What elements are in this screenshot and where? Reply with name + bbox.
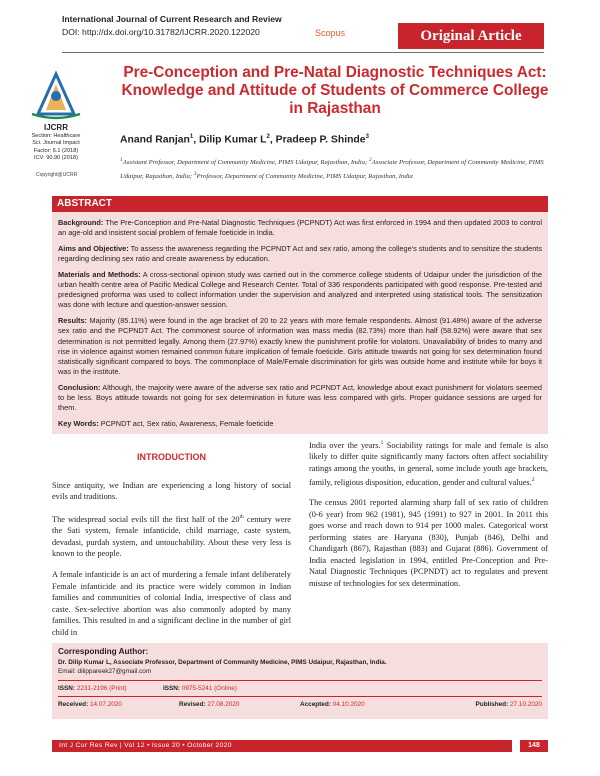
header-rule: [62, 52, 544, 53]
original-article-badge: Original Article: [398, 23, 544, 49]
impact-line-1: Sci. Journal Impact: [32, 140, 80, 147]
abstract-background: [58, 218, 542, 238]
intro-paragraph-2: [52, 512, 291, 560]
received-label: Received:: [58, 701, 90, 709]
published-value: 27.10.2020: [510, 701, 542, 709]
body-column-left: [52, 452, 291, 647]
affil-3: Professor, Department of Community Medicine, PIMS Udaipur, Rajasthan, India: [196, 172, 413, 180]
author-1: Anand Ranjan: [120, 134, 190, 146]
published-date: [421, 700, 542, 710]
icv-line: ICV: 90.90 (2018): [34, 155, 78, 162]
abstract-keywords: [58, 419, 542, 429]
corresponding-name: Dr. Dilip Kumar L, Associate Professor, Department of Community Medicine, PIMS Udaipur, Rajasthan, India.: [58, 658, 387, 666]
affil-2-ref: 2: [368, 157, 372, 163]
abstract-heading: ABSTRACT: [52, 196, 548, 212]
accepted-value: 04.10.2020: [332, 701, 365, 709]
article-title: Pre-Conception and Pre-Natal Diagnostic Techniques Act: Knowledge and Attitude of Students of Commerce College in Rajasthan: [121, 64, 549, 117]
author-3: Pradeep P. Shinde: [275, 134, 366, 146]
background-label: Background:: [58, 218, 104, 227]
accepted-date: [300, 700, 421, 710]
abstract-results: [58, 316, 542, 377]
author-separator: ,: [193, 134, 199, 146]
intro-p4-start: India over the years.: [309, 440, 381, 450]
impact-line-2: Factor: 6.1 (2018): [33, 147, 79, 154]
issn-online-value: 0975-5241 (Online): [181, 684, 237, 692]
intro-paragraph-5: The census 2001 reported alarming sharp fall of sex ratio of children (0-6 year) from 962 (1981), 945 (1991) to 927 in 2001. In 2011 this goes worse and reach down to 914 per 1000 males. Categorical worst performing states are Haryana (830), Punjab (846), Delhi and Chandigarh (867), Rajasthan (883) and Gujarat (886). Government of India enacted legislation in 1994, entitled Pre-Conception and Pre-Natal Diagnostic Techniques (PCPNDT) act to regulates and prevent misuse of technologies for sex determination.: [309, 497, 548, 589]
affil-2: Associate Professor, Department of Community Medicine, PIMS Udaipur, Rajasthan, India;: [120, 159, 544, 180]
intro-paragraph-4: [309, 438, 548, 488]
results-label: Results:: [58, 316, 87, 326]
issn-online-label: ISSN:: [163, 684, 182, 692]
corresponding-heading: Corresponding Author:: [58, 647, 149, 656]
affil-1-ref: 1: [120, 157, 123, 163]
affil-1: Assistant Professor, Department of Community Medicine, PIMS Udaipur, Rajasthan, India;: [122, 159, 369, 167]
aims-text: To assess the awareness regarding the PCPNDT Act and sex ratio, among the college's students and to sensitize the students regarding declining sex ratio and create awareness by education.: [58, 243, 542, 264]
author-1-ref: 1: [189, 134, 194, 140]
abstract-methods: [58, 270, 542, 311]
issn-online: [163, 684, 542, 694]
intro-p2-start: The widespread social evils till the first half of the 20: [52, 514, 240, 524]
received-value: 14.07.2020: [89, 701, 122, 709]
body-column-right: [309, 438, 548, 599]
received-date: [58, 700, 179, 710]
intro-p4-sup-2: 2: [531, 476, 535, 483]
introduction-heading: INTRODUCTION: [137, 452, 206, 462]
revised-date: [179, 700, 300, 710]
corr-divider: [58, 680, 542, 681]
email-label: Email:: [58, 668, 78, 676]
conclusion-text: Although, the majority were aware of the adverse sex ratio and PCPNDT Act, knowledge about exact punishment for violators seemed to be less. Boys attitude towards not going for sex determination in future was less compared with girls. Proper guidance sessions are urged for them.: [58, 382, 542, 413]
issn-print: [58, 684, 163, 694]
corr-divider: [58, 696, 542, 697]
methods-text: A cross-sectional opinion study was carried out in the commerce college students of Udaipur under the jurisdiction of the urban health centre area of Pacific Medical College and Research Center. Total of 336 respondents participated with good response. Pre-tested and predesigned proforma was used to collect information under the supervision and analyzed and interpreted using statistical tools. The sensitization was done with lecture and question-answer session.: [58, 269, 542, 310]
journal-doi[interactable]: DOI: http://dx.doi.org/10.31782/IJCRR.2020.122020: [62, 27, 260, 37]
results-text: Majority (85.11%) were found in the age bracket of 20 to 22 years with more female respondents. Almost (91.48%) aware of the adverse sex ratio and the PCPNDT Act. The commonest source of information was mass media (82.73%) more than half (58.92%) were aware that sex determination is not permitted legally. Among them (27.97%) exactly knew the punishment profile for violators. Unavailability of brides to marry and rise in violence against women remained common future implication of female foeticide. Girls attitude towards not going for sex determination found statistically significant compared to boys. The commonplace of Male/Female discrimination for girls was outside home and institute while for boys it was in the institute.: [58, 316, 542, 377]
keywords-text: PCPNDT act, Sex ratio, Awareness, Female foeticide: [98, 418, 274, 428]
email-link[interactable]: dilippareek27@gmail.com: [77, 668, 152, 676]
page-number: 148: [520, 740, 548, 752]
methods-label: Materials and Methods:: [58, 269, 141, 279]
author-2: Dilip Kumar L: [198, 134, 267, 146]
issn-print-value: 2231-2196 (Print): [76, 684, 127, 692]
intro-p4-end: Sociability ratings for male and female is also likely to differ quite significantly many factors often affect sociability ratings among the youths, in general, some include youth age brackets, family, religious disposition, education, gender and cultural values.: [309, 440, 548, 487]
dates-row: [58, 700, 542, 710]
copyright-label: Copyright@IJCRR: [36, 172, 78, 178]
background-text: The Pre-Conception and Pre-Natal Diagnostic Techniques (PCPNDT) Act was first enforced in 1994 and then updated 2003 to control an age-old and insistent social problem of female foeticide in India.: [58, 218, 542, 238]
corresponding-email-line: [58, 667, 542, 677]
journal-brand: IJCRR: [43, 123, 68, 132]
journal-name: International Journal of Current Research and Review: [62, 14, 282, 24]
intro-paragraph-3: A female infanticide is an act of murdering a female infant deliberately Female infanticide and its practice were widely common in Indian families and communities of colonial India, irrespective of class and caste. Sex-selective abortion was also commonly adopted by many families. This resulted in and a significant decline in the number of girl child in: [52, 569, 291, 637]
journal-section: Section: Healthcare: [31, 133, 81, 139]
published-label: Published:: [475, 701, 510, 709]
journal-logo-icon: [20, 70, 92, 122]
intro-paragraph-1: Since antiquity, we Indian are experiencing a long history of social evils and traditions.: [52, 480, 291, 502]
intro-p2-end: century were the Sati system, female infanticide, child marriage, caste system, devadasi, purdah system, and untouchability. About these very less is known to the people.: [52, 514, 291, 559]
abstract-conclusion: [58, 383, 542, 414]
abstract-panel: [52, 212, 548, 434]
corresponding-author-panel: [52, 643, 548, 719]
abstract-aims: [58, 244, 542, 264]
author-3-ref: 3: [365, 134, 369, 140]
conclusion-label: Conclusion:: [58, 382, 101, 392]
scopus-logo: Scopus: [315, 28, 346, 38]
intro-p4-sup: 1: [380, 440, 384, 446]
intro-p2-sup: th: [239, 513, 244, 520]
author-list: [120, 134, 369, 145]
keywords-label: Key Words:: [58, 418, 99, 428]
issn-row: [58, 684, 542, 694]
affil-3-ref: 3: [193, 170, 197, 177]
revised-label: Revised:: [179, 701, 208, 709]
footer-citation: Int J Cur Res Rev | Vol 12 • Issue 20 • October 2020: [52, 740, 512, 752]
aims-label: Aims and Objective:: [58, 243, 129, 253]
revised-value: 27.08.2020: [207, 701, 240, 709]
accepted-label: Accepted:: [300, 701, 333, 709]
journal-side-info: [20, 123, 92, 163]
affiliations: [120, 155, 550, 182]
author-separator: ,: [269, 134, 276, 146]
issn-print-label: ISSN:: [58, 684, 77, 692]
author-2-ref: 2: [266, 134, 270, 140]
